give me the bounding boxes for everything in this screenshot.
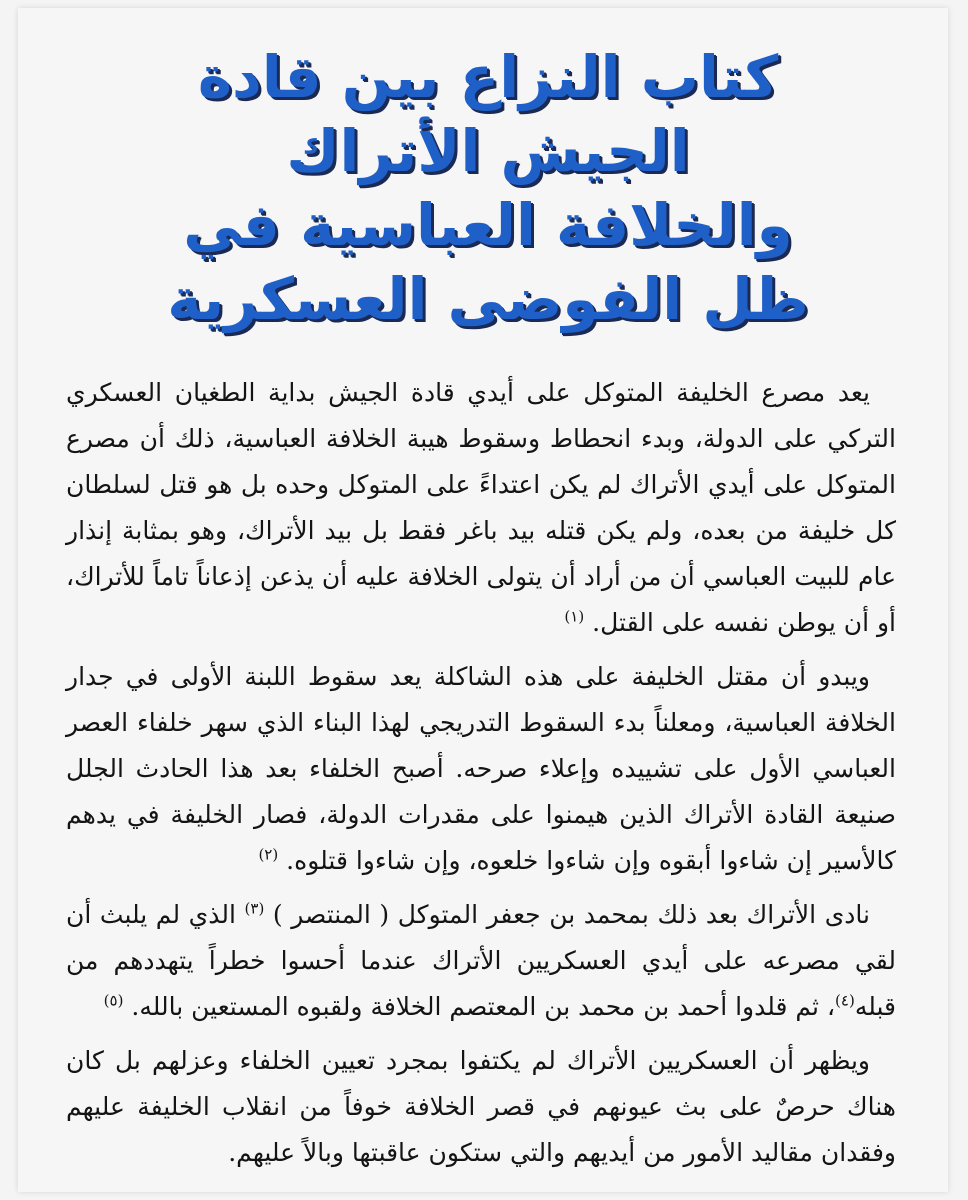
paragraph-3-text-middle: الذي لم يلبث أن لقي مصرعه على أيدي العسكريين الأتراك عندما أحسوا خطراً يتهددهم من قبله [66,900,896,1021]
footnote-marker-1: (١) [564,607,585,626]
footnote-marker-4: (٤) [835,991,855,1010]
document-page [18,8,948,1192]
paragraph-3-text-before: نادى الأتراك بعد ذلك بمحمد بن جعفر المتوكل ( المنتصر ) [272,900,870,929]
paragraph-4-text: ويظهر أن العسكريين الأتراك لم يكتفوا بمجرد تعيين الخلفاء وعزلهم بل كان هناك حرصٌ على بث عيونهم في قصر الخلافة خوفاً من انقلاب الخليفة عليهم وفقدان مقاليد الأمور من أيديهم والتي ستكون عاقبتها وبالاً عليهم. [66,1046,896,1167]
paragraph-2 [66,654,896,884]
body-text [66,370,896,1186]
paragraph-4 [66,1038,896,1176]
footnote-marker-5: (٥) [103,991,124,1010]
paragraph-1-text: يعد مصرع الخليفة المتوكل على أيدي قادة الجيش بداية الطغيان العسكري التركي على الدولة، وبدء انحطاط وسقوط هيبة الخلافة العباسية، ذلك أن مصرع المتوكل على أيدي الأتراك لم يكن اعتداءً على المتوكل وحده بل هو قتل لسلطان كل خليفة من بعده، ولم يكن قتله بيد باغر فقط بل بيد الأتراك، وهو بمثابة إنذار عام للبيت العباسي أن من أراد أن يتولى الخلافة عليه أن يذعن إذعاناً تاماً للأتراك، أو أن يوطن نفسه على القتل. [66,378,896,637]
footnote-marker-3: (٣) [244,899,265,918]
paragraph-1 [66,370,896,646]
paragraph-3-text-after: ، ثم قلدوا أحمد بن محمد بن المعتصم الخلافة ولقبوه المستعين بالله. [131,992,836,1021]
footnote-marker-2: (٢) [258,845,279,864]
paragraph-3 [66,892,896,1030]
book-title: كتاب النزاع بين قادة الجيش الأتراك والخلافة العباسية في ظل الفوضى العسكرية [167,43,809,333]
paragraph-2-text: ويبدو أن مقتل الخليفة على هذه الشاكلة يعد سقوط اللبنة الأولى في جدار الخلافة العباسية، ومعلناً بدء السقوط التدريجي لهذا البناء الذي سهر خلفاء العصر العباسي الأول على تشييده وإعلاء صرحه. أصبح الخلفاء بعد هذا الحادث الجلل صنيعة القادة الأتراك الذين هيمنوا على مقدرات الدولة، فصار الخليفة في يدهم كالأسير إن شاءوا أبقوه وإن شاءوا خلعوه، وإن شاءوا قتلوه. [66,662,896,875]
